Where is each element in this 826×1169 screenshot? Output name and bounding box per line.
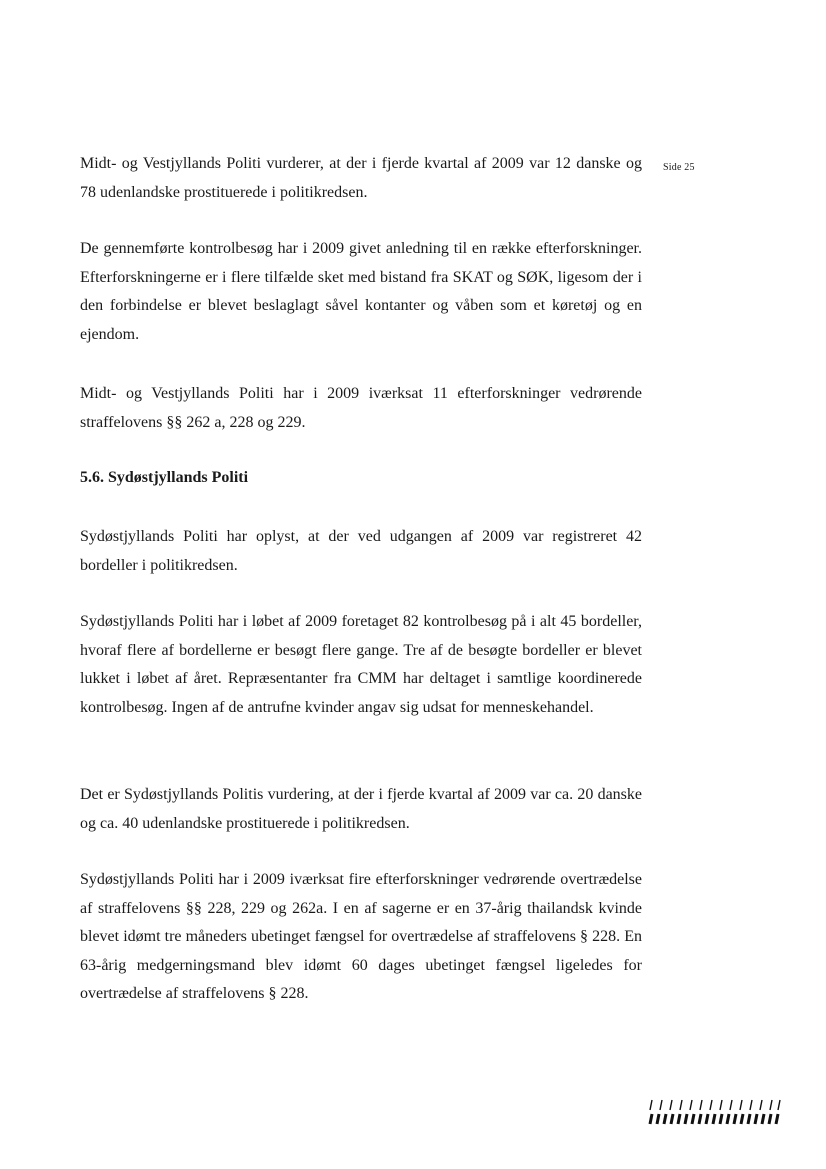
paragraph-midt-vest-cases: Midt- og Vestjyllands Politi har i 2009 iværksat 11 efterforskninger vedrørende straffelovens §§ 262 a, 228 og 229. xyxy=(80,385,642,431)
paragraph-midt-vest-assessment: Midt- og Vestjyllands Politi vurderer, at der i fjerde kvartal af 2009 var 12 danske og 78 udenlandske prostituerede i politikredsen. xyxy=(80,155,642,201)
paragraph-control-visits: Sydøstjyllands Politi har i løbet af 2009 foretaget 82 kontrolbesøg på i alt 45 bordeller, hvoraf flere af bordellerne er besøgt flere gange. Tre af de besøgte bordeller er blevet lukket i løbet af året. Repræsentanter fra CMM har deltaget i samtlige koordinerede kontrolbesøg. Ingen af de antrufne kvinder angav sig udsat for menneskehandel. xyxy=(80,613,642,716)
paragraph-investigations-cases: Sydøstjyllands Politi har i 2009 iværksat fire efterforskninger vedrørende overtrædelse af straffelovens §§ 228, 229 og 262a. I en af sagerne er en 37-årig thailandsk kvinde blevet idømt tre måneders ubetinget fængsel for overtrædelse af straffelovens § 228. En 63-årig medgerningsmand blev idømt 60 dages ubetinget fængsel ligeledes for overtrædelse af straffelovens § 228. xyxy=(80,871,642,1002)
paragraph-prostitutes-assessment: Det er Sydøstjyllands Politis vurdering, at der i fjerde kvartal af 2009 var ca. 20 danske og ca. 40 udenlandske prostituerede i politikredsen. xyxy=(80,786,642,832)
page-number: Side 25 xyxy=(663,162,695,173)
section-heading: 5.6. Sydøstjyllands Politi xyxy=(80,469,249,486)
paragraph-brothels-registered: Sydøstjyllands Politi har oplyst, at der ved udgangen af 2009 var registreret 42 bordeller i politikredsen. xyxy=(80,528,642,574)
paragraph-midt-vest-investigations: De gennemførte kontrolbesøg har i 2009 givet anledning til en række efterforskninger. Efterforskningerne er i flere tilfælde sket med bistand fra SKAT og SØK, ligesom der i den forbindelse er blevet beslaglagt såvel kontanter og våben som et køretøj og en ejendom. xyxy=(80,240,642,343)
document-barcode xyxy=(648,1098,782,1126)
